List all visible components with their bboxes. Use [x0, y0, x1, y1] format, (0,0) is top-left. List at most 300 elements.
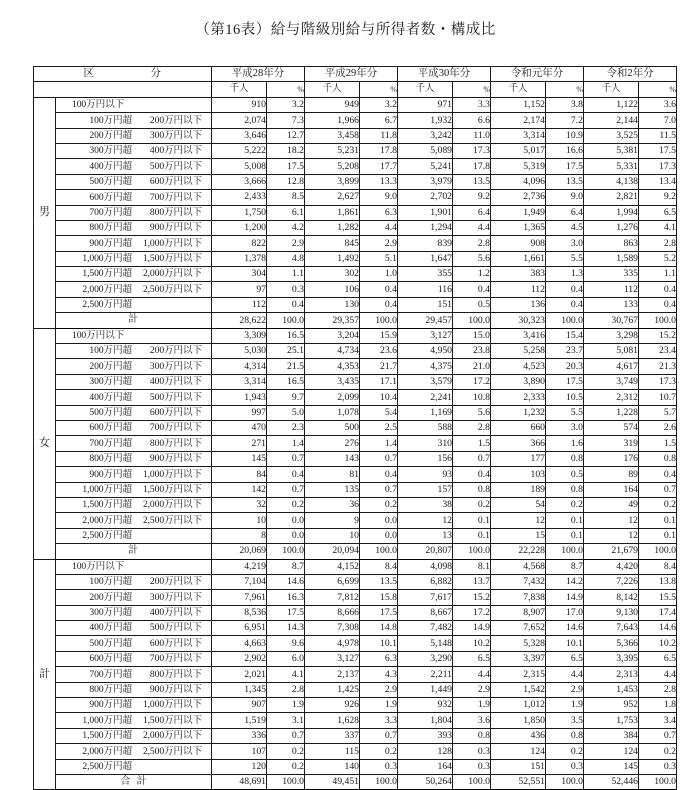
cell-persons-1-11-1: 36 [305, 497, 360, 512]
cell-percent-0-6-2: 9.2 [453, 190, 491, 205]
cell-persons-0-3-3: 5,017 [491, 143, 546, 158]
cell-persons-0-4-3: 5,319 [491, 159, 546, 174]
cell-percent-2-0-0: 8.7 [267, 559, 305, 574]
header-row-years [34, 67, 677, 82]
table-row [34, 97, 677, 112]
cell-percent-2-3-4: 17.4 [639, 605, 677, 620]
row-label-0-0 [56, 97, 212, 112]
cell-percent-0-3-1: 17.8 [360, 143, 398, 158]
cell-percent-0-8-1: 4.4 [360, 220, 398, 235]
row-label-2-10 [56, 713, 212, 728]
cell-persons-2-4-3: 7,652 [491, 621, 546, 636]
cell-persons-2-10-0: 1,519 [212, 713, 267, 728]
row-label-upper: 800万円以下 [149, 206, 202, 218]
row-label-upper: 400万円以下 [149, 145, 202, 157]
cell-persons-1-0-1: 3,204 [305, 328, 360, 343]
cell-percent-1-5-1: 5.4 [360, 405, 398, 420]
cell-persons-0-11-0: 304 [212, 267, 267, 282]
cell-persons-2-9-2: 932 [398, 698, 453, 713]
header-year-2: 平成30年分 [398, 67, 491, 82]
cell-percent-2-2-1: 15.8 [360, 590, 398, 605]
cell-persons-1-3-2: 3,579 [398, 374, 453, 389]
cell-percent-0-7-0: 6.1 [267, 205, 305, 220]
cell-percent-1-2-1: 21.7 [360, 359, 398, 374]
cell-persons-0-5-2: 3,979 [398, 174, 453, 189]
cell-percent-2-13-0: 0.2 [267, 759, 305, 774]
cell-persons-0-5-4: 4,138 [584, 174, 639, 189]
cell-percent-1-13-4: 0.1 [639, 528, 677, 543]
row-label-lower: 100万円以下 [72, 99, 125, 111]
row-label-2-1 [56, 574, 212, 589]
cell-persons-0-10-4: 1,589 [584, 251, 639, 266]
total-percent-0-1: 100.0 [360, 313, 398, 328]
total-persons-2-3: 52,551 [491, 774, 546, 789]
cell-percent-1-10-2: 0.8 [453, 482, 491, 497]
cell-percent-0-5-4: 13.4 [639, 174, 677, 189]
cell-percent-2-1-0: 14.6 [267, 574, 305, 589]
table-row [34, 744, 677, 759]
table-row [34, 297, 677, 312]
cell-percent-1-13-0: 0.0 [267, 528, 305, 543]
row-label-upper: 600万円以下 [149, 637, 202, 649]
row-label-0-6 [56, 190, 212, 205]
cell-persons-2-1-2: 6,882 [398, 574, 453, 589]
cell-percent-2-12-2: 0.3 [453, 744, 491, 759]
cell-persons-0-10-0: 1,378 [212, 251, 267, 266]
table-row [34, 590, 677, 605]
cell-persons-1-7-2: 310 [398, 436, 453, 451]
row-label-upper: 1,000万円以下 [142, 468, 202, 480]
cell-percent-1-11-1: 0.2 [360, 497, 398, 512]
cell-persons-1-7-4: 319 [584, 436, 639, 451]
cell-persons-2-3-1: 8,666 [305, 605, 360, 620]
total-percent-0-3: 100.0 [546, 313, 584, 328]
total-percent-2-0: 100.0 [267, 774, 305, 789]
cell-persons-2-6-3: 3,397 [491, 651, 546, 666]
cell-percent-1-4-2: 10.8 [453, 390, 491, 405]
cell-persons-0-9-0: 822 [212, 236, 267, 251]
cell-persons-1-9-4: 89 [584, 467, 639, 482]
row-label-lower: 100万円超 [89, 345, 132, 357]
cell-percent-1-4-0: 9.7 [267, 390, 305, 405]
cell-percent-2-2-3: 14.9 [546, 590, 584, 605]
cell-persons-2-0-4: 4,420 [584, 559, 639, 574]
cell-percent-1-13-2: 0.1 [453, 528, 491, 543]
total-persons-0-0: 28,622 [212, 313, 267, 328]
cell-percent-2-5-3: 10.1 [546, 636, 584, 651]
cell-percent-1-1-4: 23.4 [639, 344, 677, 359]
cell-percent-1-0-2: 15.0 [453, 328, 491, 343]
cell-persons-0-2-3: 3,314 [491, 128, 546, 143]
cell-percent-0-3-3: 16.6 [546, 143, 584, 158]
cell-persons-1-0-2: 3,127 [398, 328, 453, 343]
cell-persons-1-9-3: 103 [491, 467, 546, 482]
row-label-upper: 1,000万円以下 [142, 699, 202, 711]
cell-percent-0-10-0: 4.8 [267, 251, 305, 266]
total-persons-2-4: 52,446 [584, 774, 639, 789]
row-label-1-4 [56, 390, 212, 405]
cell-percent-2-9-1: 1.9 [360, 698, 398, 713]
cell-persons-0-0-0: 910 [212, 97, 267, 112]
cell-persons-0-6-1: 2,627 [305, 190, 360, 205]
row-label-lower: 600万円超 [89, 191, 132, 203]
cell-percent-1-12-0: 0.0 [267, 513, 305, 528]
cell-persons-1-2-2: 4,375 [398, 359, 453, 374]
cell-persons-1-6-3: 660 [491, 420, 546, 435]
cell-persons-1-13-1: 10 [305, 528, 360, 543]
total-percent-1-0: 100.0 [267, 544, 305, 559]
cell-percent-0-9-0: 2.9 [267, 236, 305, 251]
row-label-upper: 400万円以下 [149, 607, 202, 619]
cell-persons-2-2-2: 7,617 [398, 590, 453, 605]
cell-percent-0-10-2: 5.6 [453, 251, 491, 266]
cell-percent-0-4-4: 17.3 [639, 159, 677, 174]
cell-percent-1-2-0: 21.5 [267, 359, 305, 374]
cell-percent-0-1-0: 7.3 [267, 113, 305, 128]
cell-percent-2-0-2: 8.1 [453, 559, 491, 574]
cell-persons-0-4-4: 5,331 [584, 159, 639, 174]
cell-persons-1-10-0: 142 [212, 482, 267, 497]
cell-percent-1-6-1: 2.5 [360, 420, 398, 435]
total-percent-0-0: 100.0 [267, 313, 305, 328]
row-label-1-6 [56, 420, 212, 435]
cell-persons-1-8-3: 177 [491, 451, 546, 466]
row-label-upper: 1,500万円以下 [142, 714, 202, 726]
row-label-upper: 1,500万円以下 [142, 253, 202, 265]
table-row [34, 467, 677, 482]
table-row [34, 128, 677, 143]
cell-persons-2-6-0: 2,902 [212, 651, 267, 666]
row-label-upper: 600万円以下 [149, 406, 202, 418]
row-label-lower: 200万円超 [89, 360, 132, 372]
cell-persons-1-11-4: 49 [584, 497, 639, 512]
cell-persons-2-0-2: 4,098 [398, 559, 453, 574]
cell-persons-2-4-4: 7,643 [584, 621, 639, 636]
table-row [34, 390, 677, 405]
table-row [34, 759, 677, 774]
cell-persons-2-11-0: 336 [212, 728, 267, 743]
cell-percent-1-9-3: 0.5 [546, 467, 584, 482]
cell-persons-0-7-2: 1,901 [398, 205, 453, 220]
cell-persons-1-0-4: 3,298 [584, 328, 639, 343]
cell-persons-0-11-3: 383 [491, 267, 546, 282]
cell-percent-0-6-4: 9.2 [639, 190, 677, 205]
header-unit-persons-0: 千人 [212, 82, 267, 97]
cell-persons-0-12-4: 112 [584, 282, 639, 297]
cell-persons-1-10-2: 157 [398, 482, 453, 497]
cell-persons-0-2-2: 3,242 [398, 128, 453, 143]
cell-persons-0-11-1: 302 [305, 267, 360, 282]
page-title: （第16表）給与階級別給与所得者数・構成比 [195, 22, 496, 38]
cell-percent-0-1-4: 7.0 [639, 113, 677, 128]
cell-percent-1-3-3: 17.5 [546, 374, 584, 389]
cell-percent-2-11-1: 0.7 [360, 728, 398, 743]
total-percent-0-2: 100.0 [453, 313, 491, 328]
cell-percent-1-10-3: 0.8 [546, 482, 584, 497]
cell-persons-1-13-0: 8 [212, 528, 267, 543]
cell-percent-2-2-0: 16.3 [267, 590, 305, 605]
cell-percent-2-9-2: 1.9 [453, 698, 491, 713]
cell-percent-2-13-1: 0.3 [360, 759, 398, 774]
cell-percent-2-3-0: 17.5 [267, 605, 305, 620]
total-persons-1-2: 20,807 [398, 544, 453, 559]
cell-percent-0-1-2: 6.6 [453, 113, 491, 128]
table-row [34, 497, 677, 512]
cell-persons-0-9-1: 845 [305, 236, 360, 251]
header-unit-percent-0: % [267, 82, 305, 97]
cell-percent-1-12-3: 0.1 [546, 513, 584, 528]
cell-percent-0-11-2: 1.2 [453, 267, 491, 282]
cell-percent-2-6-2: 6.5 [453, 651, 491, 666]
row-label-upper: 500万円以下 [149, 622, 202, 634]
cell-percent-1-7-3: 1.6 [546, 436, 584, 451]
table-row [34, 405, 677, 420]
row-label-2-0 [56, 559, 212, 574]
cell-percent-0-4-0: 17.5 [267, 159, 305, 174]
cell-persons-1-3-0: 3,314 [212, 374, 267, 389]
cell-persons-1-6-2: 588 [398, 420, 453, 435]
cell-percent-0-10-1: 5.1 [360, 251, 398, 266]
cell-percent-1-6-0: 2.3 [267, 420, 305, 435]
cell-persons-2-5-4: 5,366 [584, 636, 639, 651]
total-persons-2-0: 48,691 [212, 774, 267, 789]
table-header [34, 67, 677, 82]
cell-percent-1-4-3: 10.5 [546, 390, 584, 405]
cell-percent-0-13-4: 0.4 [639, 297, 677, 312]
cell-persons-2-12-0: 107 [212, 744, 267, 759]
cell-percent-1-11-3: 0.2 [546, 497, 584, 512]
cell-persons-2-4-0: 6,951 [212, 621, 267, 636]
cell-percent-0-10-3: 5.5 [546, 251, 584, 266]
cell-persons-1-8-1: 143 [305, 451, 360, 466]
cell-percent-2-8-0: 2.8 [267, 682, 305, 697]
row-label-upper: 2,000万円以下 [142, 268, 202, 280]
cell-percent-0-8-2: 4.4 [453, 220, 491, 235]
row-label-lower: 900万円超 [89, 237, 132, 249]
section-label-1: 女 [34, 328, 56, 559]
cell-percent-0-7-1: 6.3 [360, 205, 398, 220]
row-label-lower: 400万円超 [89, 622, 132, 634]
cell-persons-1-12-2: 12 [398, 513, 453, 528]
cell-persons-1-9-1: 81 [305, 467, 360, 482]
cell-persons-1-6-0: 470 [212, 420, 267, 435]
header-year-3: 令和元年分 [491, 67, 584, 82]
row-label-0-13 [56, 297, 212, 312]
table-row [34, 713, 677, 728]
cell-percent-1-5-3: 5.5 [546, 405, 584, 420]
cell-persons-0-4-1: 5,208 [305, 159, 360, 174]
cell-percent-1-12-2: 0.1 [453, 513, 491, 528]
cell-percent-2-7-2: 4.4 [453, 667, 491, 682]
total-percent-2-4: 100.0 [639, 774, 677, 789]
table-row [34, 636, 677, 651]
cell-persons-0-13-0: 112 [212, 297, 267, 312]
cell-percent-2-9-0: 1.9 [267, 698, 305, 713]
cell-persons-0-6-3: 2,736 [491, 190, 546, 205]
cell-percent-0-4-3: 17.5 [546, 159, 584, 174]
cell-persons-0-0-4: 1,122 [584, 97, 639, 112]
cell-persons-1-1-2: 4,950 [398, 344, 453, 359]
row-label-lower: 600万円超 [89, 422, 132, 434]
row-label-0-3 [56, 143, 212, 158]
section-label-0: 男 [34, 97, 56, 328]
cell-percent-2-3-3: 17.0 [546, 605, 584, 620]
row-label-lower: 800万円超 [89, 453, 132, 465]
table-row [34, 359, 677, 374]
row-label-1-12 [56, 513, 212, 528]
cell-persons-1-0-0: 3,309 [212, 328, 267, 343]
row-label-0-9 [56, 236, 212, 251]
cell-percent-1-9-4: 0.4 [639, 467, 677, 482]
cell-percent-2-3-2: 17.2 [453, 605, 491, 620]
cell-persons-0-12-3: 112 [491, 282, 546, 297]
cell-persons-1-3-4: 3,749 [584, 374, 639, 389]
cell-percent-2-1-3: 14.2 [546, 574, 584, 589]
table-row [34, 328, 677, 343]
table-row [34, 220, 677, 235]
cell-percent-1-13-3: 0.1 [546, 528, 584, 543]
table-row [34, 451, 677, 466]
cell-persons-1-10-4: 164 [584, 482, 639, 497]
cell-percent-0-10-4: 5.2 [639, 251, 677, 266]
cell-persons-2-3-2: 8,667 [398, 605, 453, 620]
cell-persons-2-4-1: 7,308 [305, 621, 360, 636]
cell-percent-1-10-1: 0.7 [360, 482, 398, 497]
cell-persons-0-0-1: 949 [305, 97, 360, 112]
row-label-1-10 [56, 482, 212, 497]
cell-percent-0-12-0: 0.3 [267, 282, 305, 297]
cell-persons-2-1-4: 7,226 [584, 574, 639, 589]
cell-persons-2-12-3: 124 [491, 744, 546, 759]
cell-percent-2-1-2: 13.7 [453, 574, 491, 589]
cell-persons-1-11-3: 54 [491, 497, 546, 512]
cell-percent-0-11-3: 1.3 [546, 267, 584, 282]
row-label-lower: 1,500万円超 [82, 268, 132, 280]
row-label-lower: 1,000万円超 [82, 253, 132, 265]
cell-percent-2-8-4: 2.8 [639, 682, 677, 697]
cell-persons-0-2-0: 3,646 [212, 128, 267, 143]
row-label-2-7 [56, 667, 212, 682]
header-unit-persons-4: 千人 [584, 82, 639, 97]
row-label-lower: 200万円超 [89, 129, 132, 141]
table-row [34, 682, 677, 697]
cell-percent-0-8-3: 4.5 [546, 220, 584, 235]
cell-percent-2-11-2: 0.8 [453, 728, 491, 743]
cell-persons-0-12-0: 97 [212, 282, 267, 297]
cell-persons-1-6-1: 500 [305, 420, 360, 435]
row-label-upper: 300万円以下 [149, 360, 202, 372]
total-percent-1-3: 100.0 [546, 544, 584, 559]
cell-persons-1-7-3: 366 [491, 436, 546, 451]
cell-percent-0-7-4: 6.5 [639, 205, 677, 220]
cell-persons-2-3-3: 8,907 [491, 605, 546, 620]
cell-percent-1-8-4: 0.8 [639, 451, 677, 466]
total-persons-0-3: 30,323 [491, 313, 546, 328]
cell-persons-0-9-2: 839 [398, 236, 453, 251]
cell-persons-1-1-4: 5,081 [584, 344, 639, 359]
cell-percent-2-7-3: 4.4 [546, 667, 584, 682]
table-row [34, 236, 677, 251]
cell-persons-1-4-3: 2,333 [491, 390, 546, 405]
cell-percent-2-4-0: 14.3 [267, 621, 305, 636]
row-label-1-1 [56, 344, 212, 359]
cell-persons-1-12-4: 12 [584, 513, 639, 528]
row-label-1-5 [56, 405, 212, 420]
cell-percent-0-0-4: 3.6 [639, 97, 677, 112]
cell-persons-0-0-3: 1,152 [491, 97, 546, 112]
section-label-2: 計 [34, 559, 56, 790]
row-label-lower: 2,000万円超 [82, 283, 132, 295]
cell-percent-1-0-4: 15.2 [639, 328, 677, 343]
cell-persons-2-13-4: 145 [584, 759, 639, 774]
row-label-1-7 [56, 436, 212, 451]
cell-percent-0-5-0: 12.8 [267, 174, 305, 189]
cell-percent-1-2-2: 21.0 [453, 359, 491, 374]
total-percent-0-4: 100.0 [639, 313, 677, 328]
cell-percent-0-0-0: 3.2 [267, 97, 305, 112]
cell-percent-1-11-0: 0.2 [267, 497, 305, 512]
cell-persons-2-7-2: 2,211 [398, 667, 453, 682]
cell-percent-0-13-3: 0.4 [546, 297, 584, 312]
cell-percent-1-11-2: 0.2 [453, 497, 491, 512]
row-label-upper: 200万円以下 [149, 345, 202, 357]
cell-persons-0-1-4: 2,144 [584, 113, 639, 128]
cell-percent-1-6-4: 2.6 [639, 420, 677, 435]
cell-percent-2-11-3: 0.8 [546, 728, 584, 743]
cell-percent-1-3-1: 17.1 [360, 374, 398, 389]
row-label-0-12 [56, 282, 212, 297]
row-label-lower: 200万円超 [89, 591, 132, 603]
cell-percent-0-3-0: 18.2 [267, 143, 305, 158]
row-label-lower: 100万円超 [89, 114, 132, 126]
cell-persons-2-0-1: 4,152 [305, 559, 360, 574]
table-row [34, 728, 677, 743]
cell-percent-0-11-4: 1.1 [639, 267, 677, 282]
cell-percent-2-0-1: 8.4 [360, 559, 398, 574]
cell-persons-2-5-0: 4,663 [212, 636, 267, 651]
cell-persons-2-8-0: 1,345 [212, 682, 267, 697]
row-label-0-8 [56, 220, 212, 235]
row-label-0-11 [56, 267, 212, 282]
cell-persons-1-4-1: 2,099 [305, 390, 360, 405]
cell-persons-2-8-1: 1,425 [305, 682, 360, 697]
total-percent-1-2: 100.0 [453, 544, 491, 559]
table-row [34, 513, 677, 528]
table-body [34, 82, 677, 790]
cell-percent-2-9-3: 1.9 [546, 698, 584, 713]
cell-percent-2-12-4: 0.2 [639, 744, 677, 759]
cell-percent-1-13-1: 0.0 [360, 528, 398, 543]
cell-percent-2-11-4: 0.7 [639, 728, 677, 743]
cell-percent-1-6-2: 2.8 [453, 420, 491, 435]
section-total-row [34, 544, 677, 559]
cell-percent-0-12-2: 0.4 [453, 282, 491, 297]
cell-persons-0-3-1: 5,231 [305, 143, 360, 158]
cell-percent-1-0-0: 16.5 [267, 328, 305, 343]
row-label-1-13 [56, 528, 212, 543]
cell-percent-1-1-0: 25.1 [267, 344, 305, 359]
table-row [34, 621, 677, 636]
cell-percent-2-1-1: 13.5 [360, 574, 398, 589]
cell-percent-1-2-4: 21.3 [639, 359, 677, 374]
cell-persons-1-5-4: 1,228 [584, 405, 639, 420]
cell-persons-2-2-3: 7,838 [491, 590, 546, 605]
cell-persons-1-0-3: 3,416 [491, 328, 546, 343]
header-kubun-left: 区 [83, 67, 95, 79]
cell-persons-1-8-0: 145 [212, 451, 267, 466]
row-label-lower: 700万円超 [89, 206, 132, 218]
table-row [34, 559, 677, 574]
